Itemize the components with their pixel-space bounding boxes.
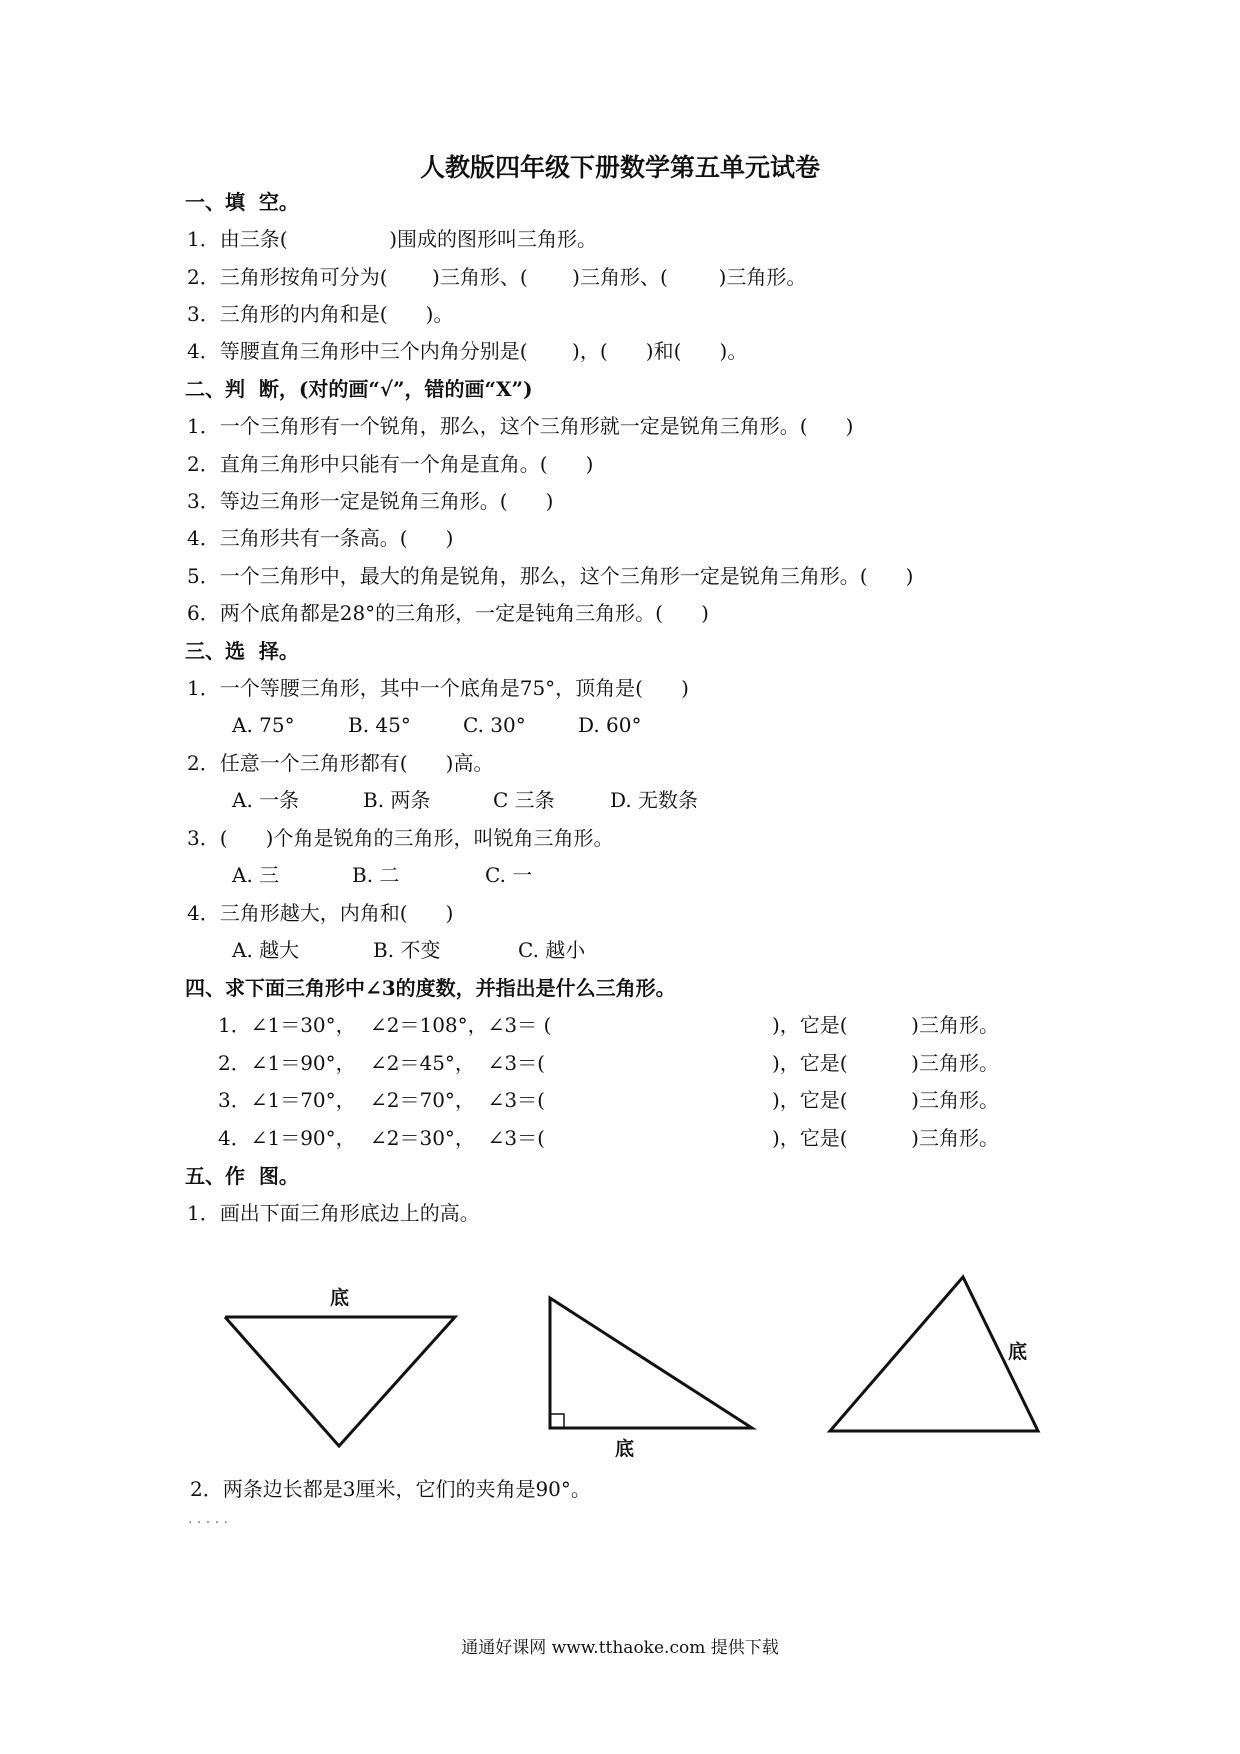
section4-row-2-angle2: ∠2＝45°， ∠3＝( <box>370 1051 545 1075</box>
section1-question-1: 1．由三条( )围成的图形叫三角形。 <box>187 227 598 251</box>
section3-q2-option-b: B. 两条 <box>363 788 431 812</box>
section3-q2-option-c: C 三条 <box>493 788 555 812</box>
section1-question-4: 4．等腰直角三角形中三个内角分别是( )，( )和( )。 <box>187 339 748 363</box>
section2-heading: 二、判 断，(对的画“√”，错的画“X”) <box>185 377 533 401</box>
section5-question-2: 2．两条边长都是3厘米，它们的夹角是90°。 <box>190 1477 591 1501</box>
section3-q4-option-a: A. 越大 <box>232 938 300 962</box>
scan-dots: · · · · · <box>188 1515 229 1531</box>
section2-question-2: 2．直角三角形中只能有一个角是直角。( ) <box>187 452 594 476</box>
section3-q2-option-a: A. 一条 <box>232 788 300 812</box>
section3-q3-option-c: C. 一 <box>485 863 533 887</box>
section3-q3-option-b: B. 二 <box>352 863 400 887</box>
triangle-3-base-label: 底 <box>1008 1341 1028 1363</box>
section3-question-1: 1．一个等腰三角形，其中一个底角是75°，顶角是( ) <box>187 676 689 700</box>
section3-heading: 三、选 择。 <box>185 639 299 663</box>
section2-question-1: 1．一个三角形有一个锐角，那么，这个三角形就一定是锐角三角形。( ) <box>187 414 854 438</box>
section3-q3-option-a: A. 三 <box>232 863 280 887</box>
section4-row-1-angle1: 1．∠1＝30°， <box>218 1013 356 1037</box>
section1-heading: 一、填 空。 <box>185 190 299 214</box>
triangle-2-base-label: 底 <box>615 1438 635 1460</box>
section3-question-4: 4．三角形越大，内角和( ) <box>187 901 454 925</box>
section4-row-4-angle2: ∠2＝30°， ∠3＝( <box>370 1126 545 1150</box>
section3-q1-option-d: D. 60° <box>578 713 642 737</box>
section4-row-4-angle1: 4．∠1＝90°， <box>218 1126 356 1150</box>
page-title: 人教版四年级下册数学第五单元试卷 <box>419 153 820 182</box>
section3-q4-option-b: B. 不变 <box>373 938 441 962</box>
section4-row-2-answer: )，它是( )三角形。 <box>772 1051 999 1075</box>
section3-question-3: 3．( )个角是锐角的三角形，叫锐角三角形。 <box>187 826 614 850</box>
section4-row-1-angle2: ∠2＝108°，∠3＝ ( <box>370 1013 552 1037</box>
section4-heading: 四、求下面三角形中∠3的度数，并指出是什么三角形。 <box>185 976 676 1000</box>
section3-q2-option-d: D. 无数条 <box>610 788 699 812</box>
section4-row-3-angle1: 3．∠1＝70°， <box>218 1088 356 1112</box>
section2-question-3: 3．等边三角形一定是锐角三角形。( ) <box>187 489 554 513</box>
triangle-inverted-outline <box>225 1317 455 1446</box>
section2-question-6: 6．两个底角都是28°的三角形，一定是钝角三角形。( ) <box>187 601 709 625</box>
section2-question-4: 4．三角形共有一条高。( ) <box>187 526 454 550</box>
triangle-right-outline <box>550 1298 752 1428</box>
section3-q1-option-b: B. 45° <box>348 713 411 737</box>
section3-q4-option-c: C. 越小 <box>518 938 586 962</box>
triangle-right <box>540 1290 770 1440</box>
triangle-1-base-label: 底 <box>330 1287 350 1309</box>
section3-q1-option-a: A. 75° <box>232 713 295 737</box>
section4-row-1-answer: )，它是( )三角形。 <box>772 1013 999 1037</box>
section4-row-2-angle1: 2．∠1＝90°， <box>218 1051 356 1075</box>
right-angle-mark <box>550 1414 564 1428</box>
section4-row-3-angle2: ∠2＝70°， ∠3＝( <box>370 1088 545 1112</box>
section4-row-4-answer: )，它是( )三角形。 <box>772 1126 999 1150</box>
section5-heading: 五、作 图。 <box>185 1164 299 1188</box>
section5-question-1: 1．画出下面三角形底边上的高。 <box>187 1201 480 1225</box>
section3-q1-option-c: C. 30° <box>463 713 526 737</box>
section1-question-3: 3．三角形的内角和是( )。 <box>187 302 454 326</box>
page-footer: 通通好课网 www.tthaoke.com 提供下载 <box>461 1638 779 1658</box>
triangle-acute-outline <box>830 1277 1038 1431</box>
section3-question-2: 2．任意一个三角形都有( )高。 <box>187 751 494 775</box>
section4-row-3-answer: )，它是( )三角形。 <box>772 1088 999 1112</box>
section1-question-2: 2．三角形按角可分为( )三角形、( )三角形、( )三角形。 <box>187 265 807 289</box>
section2-question-5: 5．一个三角形中，最大的角是锐角，那么，这个三角形一定是锐角三角形。( ) <box>187 564 914 588</box>
